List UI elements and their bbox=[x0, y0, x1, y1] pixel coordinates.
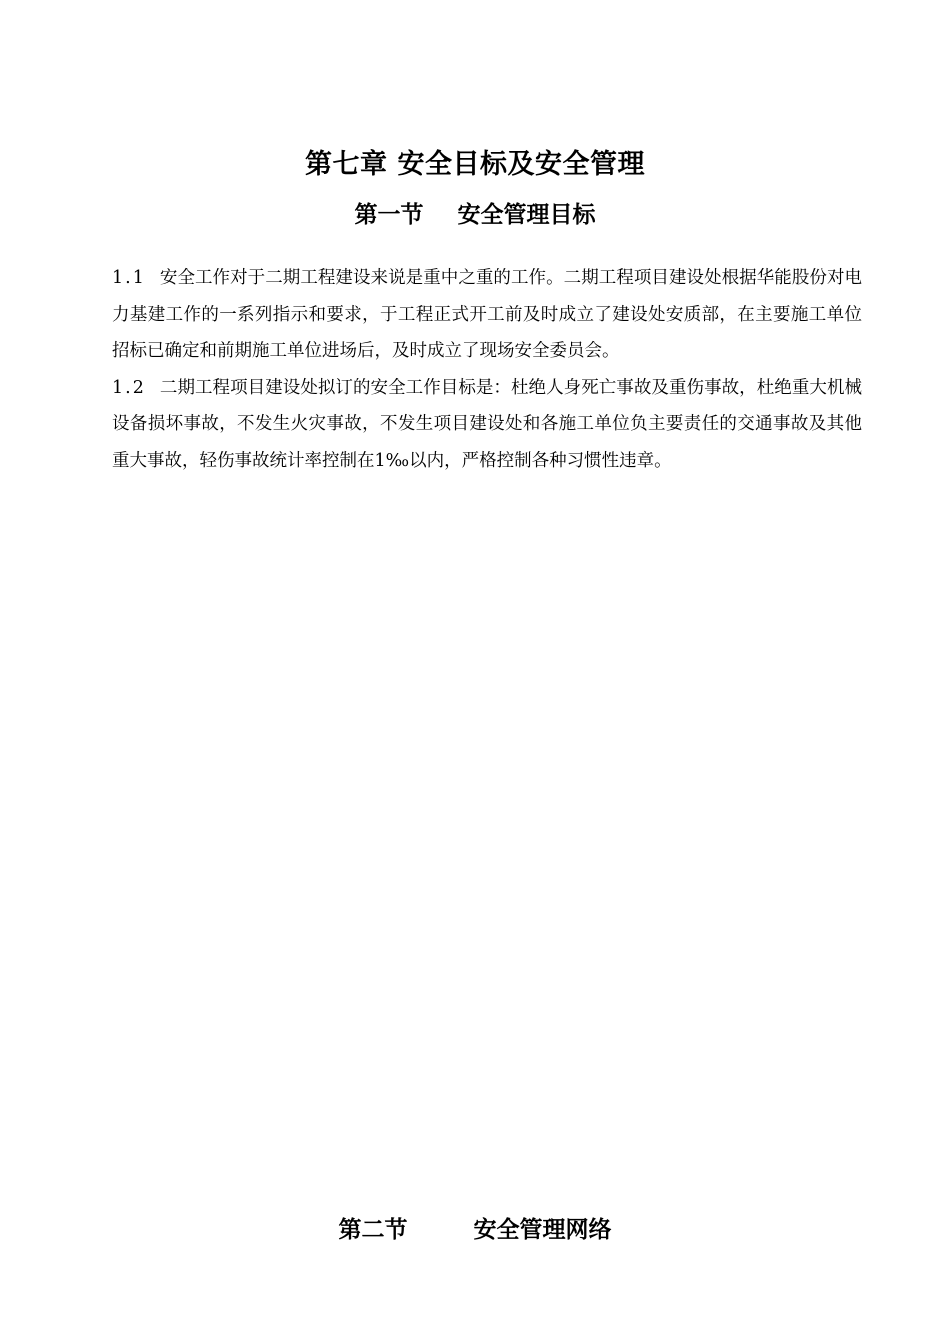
paragraph bbox=[112, 260, 862, 370]
section-heading-1 bbox=[0, 198, 950, 232]
section-title-text: 安全管理目标 bbox=[457, 202, 596, 228]
paragraph bbox=[112, 370, 862, 480]
section-number: 第二节 bbox=[338, 1217, 408, 1243]
section-heading-2 bbox=[0, 1213, 950, 1247]
paragraph-number: 1.1 bbox=[112, 268, 146, 288]
paragraph-number: 1.2 bbox=[112, 377, 146, 398]
paragraph-text: 二期工程项目建设处拟订的安全工作目标是：杜绝人身死亡事故及重伤事故，杜绝重大机械设备损坏事故，不发生火灾事故，不发生项目建设处和各施工单位负主要责任的交通事故及其他重大事故，轻伤事故统计率控制在1‰以内，严格控制各种习惯性违章。 bbox=[112, 377, 862, 471]
body-text bbox=[112, 260, 862, 479]
paragraph-text: 安全工作对于二期工程建设来说是重中之重的工作。二期工程项目建设处根据华能股份对电力基建工作的一系列指示和要求，于工程正式开工前及时成立了建设处安质部，在主要施工单位招标已确定和前期施工单位进场后，及时成立了现场安全委员会。 bbox=[112, 268, 862, 361]
section-title-text: 安全管理网络 bbox=[473, 1217, 612, 1243]
chapter-title: 第七章 安全目标及安全管理 bbox=[305, 149, 645, 180]
section-number: 第一节 bbox=[354, 202, 424, 228]
